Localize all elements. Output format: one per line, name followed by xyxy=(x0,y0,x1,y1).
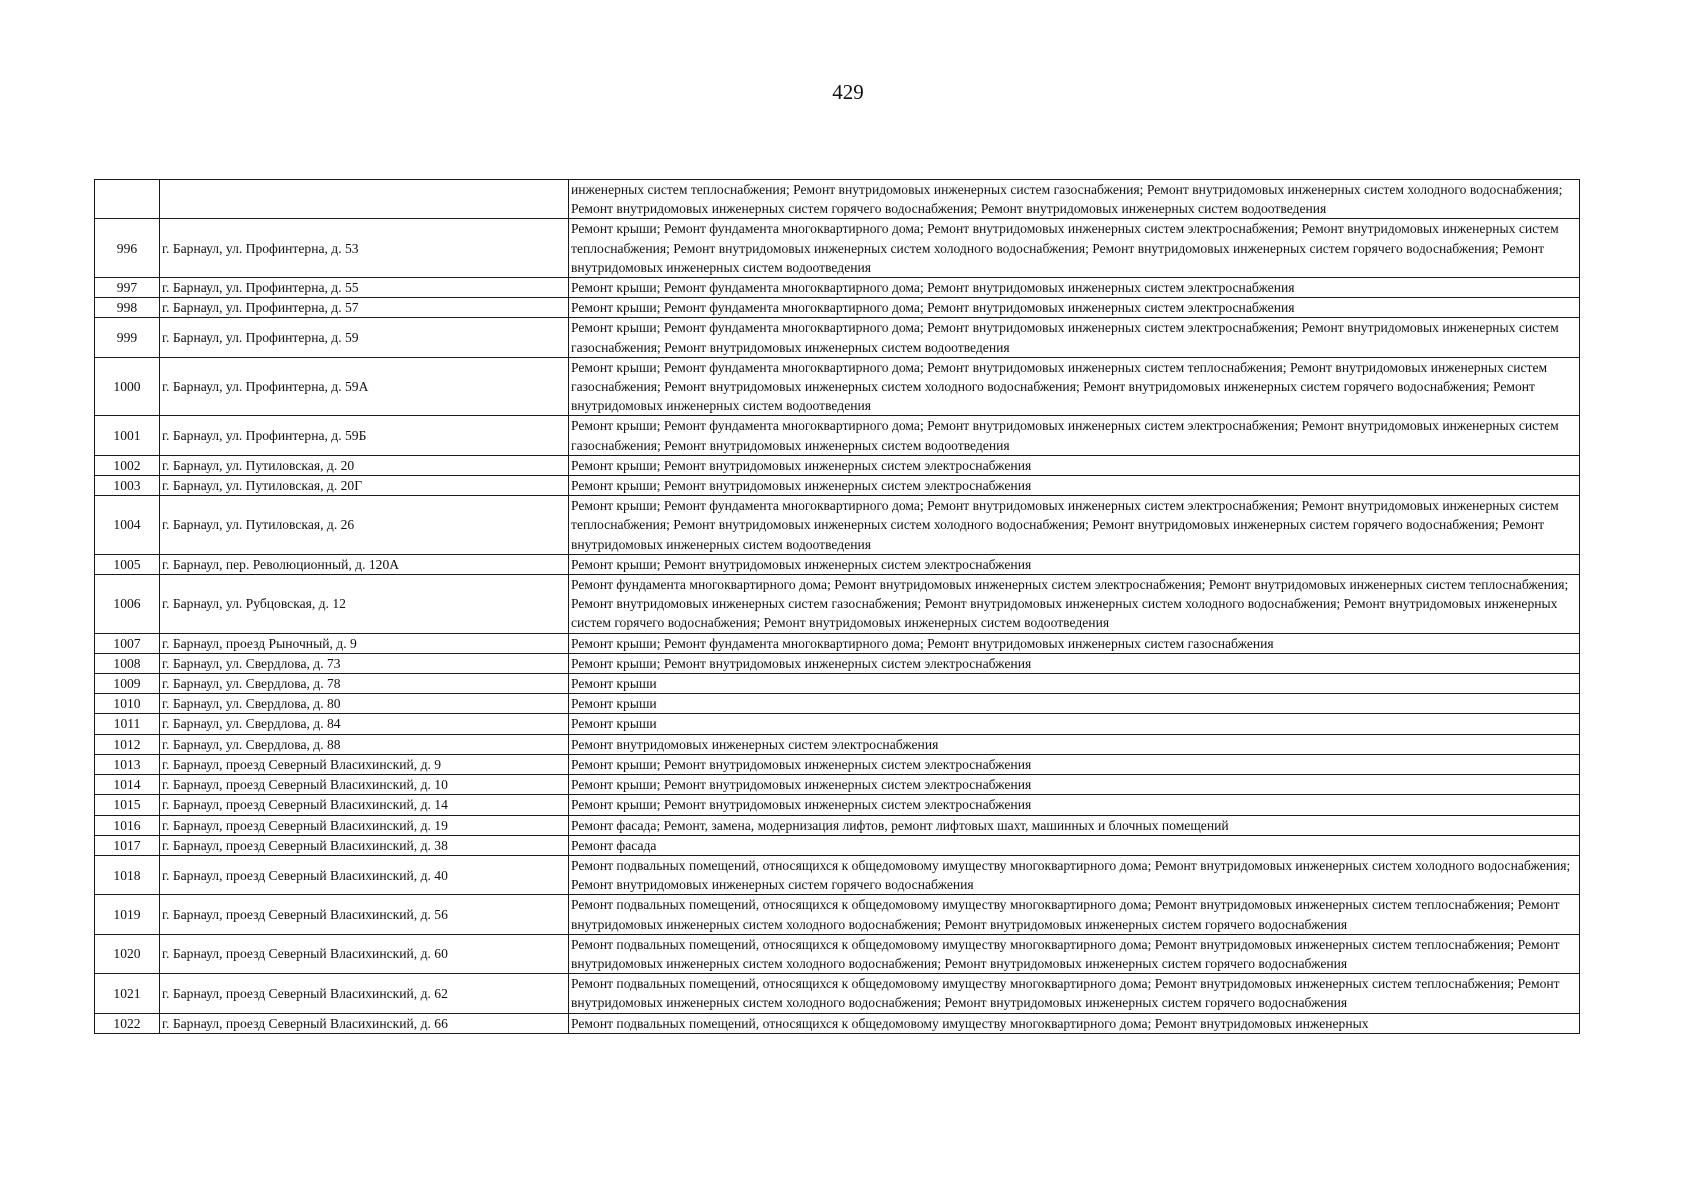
works-cell: Ремонт крыши xyxy=(569,674,1580,694)
row-number-cell: 1005 xyxy=(95,554,160,574)
table-row xyxy=(95,633,1580,653)
table-row xyxy=(95,476,1580,496)
works-cell: Ремонт крыши; Ремонт внутридомовых инженерных систем электроснабжения xyxy=(569,775,1580,795)
address-cell: г. Барнаул, ул. Профинтерна, д. 59А xyxy=(160,357,569,416)
address-cell: г. Барнаул, ул. Свердлова, д. 84 xyxy=(160,714,569,734)
row-number-cell: 1012 xyxy=(95,734,160,754)
row-number-cell: 1009 xyxy=(95,674,160,694)
table-row xyxy=(95,496,1580,555)
address-cell: г. Барнаул, ул. Путиловская, д. 20 xyxy=(160,455,569,475)
address-cell: г. Барнаул, ул. Профинтерна, д. 53 xyxy=(160,219,569,278)
row-number-cell: 997 xyxy=(95,278,160,298)
works-cell: Ремонт крыши; Ремонт внутридомовых инженерных систем электроснабжения xyxy=(569,455,1580,475)
address-cell: г. Барнаул, проезд Северный Власихинский, д. 10 xyxy=(160,775,569,795)
page-number: 429 xyxy=(832,80,864,104)
works-cell: Ремонт крыши; Ремонт внутридомовых инженерных систем электроснабжения xyxy=(569,653,1580,673)
table-row xyxy=(95,455,1580,475)
address-cell: г. Барнаул, проезд Северный Власихинский, д. 19 xyxy=(160,815,569,835)
address-cell: г. Барнаул, ул. Профинтерна, д. 57 xyxy=(160,298,569,318)
table-row xyxy=(95,815,1580,835)
address-cell: г. Барнаул, ул. Свердлова, д. 78 xyxy=(160,674,569,694)
works-cell: Ремонт крыши; Ремонт внутридомовых инженерных систем электроснабжения xyxy=(569,754,1580,774)
row-number-cell: 1000 xyxy=(95,357,160,416)
table-row xyxy=(95,714,1580,734)
row-number-cell: 1001 xyxy=(95,416,160,455)
address-cell: г. Барнаул, ул. Путиловская, д. 20Г xyxy=(160,476,569,496)
table-row xyxy=(95,974,1580,1013)
table-row xyxy=(95,734,1580,754)
repair-registry-table xyxy=(94,179,1580,1034)
works-cell: Ремонт крыши; Ремонт внутридомовых инженерных систем электроснабжения xyxy=(569,476,1580,496)
table-row xyxy=(95,180,1580,219)
table-row xyxy=(95,416,1580,455)
table-row xyxy=(95,278,1580,298)
row-number-cell: 1019 xyxy=(95,895,160,934)
table-row xyxy=(95,318,1580,357)
table-row xyxy=(95,934,1580,973)
table-row xyxy=(95,219,1580,278)
address-cell: г. Барнаул, проезд Северный Власихинский, д. 38 xyxy=(160,835,569,855)
row-number-cell: 996 xyxy=(95,219,160,278)
works-cell: Ремонт крыши; Ремонт фундамента многоквартирного дома; Ремонт внутридомовых инженерных систем электроснабжения; Ремонт внутридомовых инженерных систем теплоснабжения; Ремонт внутридомовых инженерных систем холодного водоснабжения; Ремонт внутридомовых инженерных систем горячего водоснабжения; Ремонт внутридомовых инженерных систем водоотведения xyxy=(569,496,1580,555)
row-number-cell: 1010 xyxy=(95,694,160,714)
works-cell: Ремонт подвальных помещений, относящихся к общедомовому имуществу многоквартирного дома; Ремонт внутридомовых инженерных систем теплоснабжения; Ремонт внутридомовых инженерных систем холодного водоснабжения; Ремонт внутридомовых инженерных систем горячего водоснабжения xyxy=(569,934,1580,973)
address-cell: г. Барнаул, ул. Свердлова, д. 73 xyxy=(160,653,569,673)
table-row xyxy=(95,674,1580,694)
works-cell: Ремонт фасада xyxy=(569,835,1580,855)
address-cell: г. Барнаул, ул. Рубцовская, д. 12 xyxy=(160,575,569,634)
table-row xyxy=(95,554,1580,574)
row-number-cell: 1018 xyxy=(95,855,160,894)
works-cell: Ремонт подвальных помещений, относящихся к общедомовому имуществу многоквартирного дома; Ремонт внутридомовых инженерных систем теплоснабжения; Ремонт внутридомовых инженерных систем холодного водоснабжения; Ремонт внутридомовых инженерных систем горячего водоснабжения xyxy=(569,974,1580,1013)
table-row xyxy=(95,795,1580,815)
works-cell: Ремонт крыши; Ремонт фундамента многоквартирного дома; Ремонт внутридомовых инженерных систем электроснабжения; Ремонт внутридомовых инженерных систем газоснабжения; Ремонт внутридомовых инженерных систем водоотведения xyxy=(569,318,1580,357)
address-cell xyxy=(160,180,569,219)
row-number-cell: 999 xyxy=(95,318,160,357)
works-cell: инженерных систем теплоснабжения; Ремонт внутридомовых инженерных систем газоснабжения; Ремонт внутридомовых инженерных систем холодного водоснабжения; Ремонт внутридомовых инженерных систем горячего водоснабжения; Ремонт внутридомовых инженерных систем водоотведения xyxy=(569,180,1580,219)
works-cell: Ремонт подвальных помещений, относящихся к общедомовому имуществу многоквартирного дома; Ремонт внутридомовых инженерных систем теплоснабжения; Ремонт внутридомовых инженерных систем холодного водоснабжения; Ремонт внутридомовых инженерных систем горячего водоснабжения xyxy=(569,895,1580,934)
row-number-cell: 1021 xyxy=(95,974,160,1013)
address-cell: г. Барнаул, ул. Профинтерна, д. 55 xyxy=(160,278,569,298)
table-row xyxy=(95,694,1580,714)
table-body xyxy=(95,180,1580,1034)
works-cell: Ремонт крыши; Ремонт внутридомовых инженерных систем электроснабжения xyxy=(569,795,1580,815)
row-number-cell xyxy=(95,180,160,219)
works-cell: Ремонт крыши; Ремонт фундамента многоквартирного дома; Ремонт внутридомовых инженерных систем электроснабжения; Ремонт внутридомовых инженерных систем теплоснабжения; Ремонт внутридомовых инженерных систем холодного водоснабжения; Ремонт внутридомовых инженерных систем горячего водоснабжения; Ремонт внутридомовых инженерных систем водоотведения xyxy=(569,219,1580,278)
address-cell: г. Барнаул, проезд Северный Власихинский, д. 40 xyxy=(160,855,569,894)
address-cell: г. Барнаул, ул. Профинтерна, д. 59Б xyxy=(160,416,569,455)
works-cell: Ремонт крыши; Ремонт фундамента многоквартирного дома; Ремонт внутридомовых инженерных систем электроснабжения xyxy=(569,298,1580,318)
works-cell: Ремонт крыши; Ремонт фундамента многоквартирного дома; Ремонт внутридомовых инженерных систем электроснабжения; Ремонт внутридомовых инженерных систем газоснабжения; Ремонт внутридомовых инженерных систем водоотведения xyxy=(569,416,1580,455)
works-cell: Ремонт внутридомовых инженерных систем электроснабжения xyxy=(569,734,1580,754)
works-cell: Ремонт фундамента многоквартирного дома; Ремонт внутридомовых инженерных систем электроснабжения; Ремонт внутридомовых инженерных систем теплоснабжения; Ремонт внутридомовых инженерных систем газоснабжения; Ремонт внутридомовых инженерных систем холодного водоснабжения; Ремонт внутридомовых инженерных систем горячего водоснабжения; Ремонт внутридомовых инженерных систем водоотведения xyxy=(569,575,1580,634)
address-cell: г. Барнаул, ул. Свердлова, д. 80 xyxy=(160,694,569,714)
works-cell: Ремонт крыши; Ремонт фундамента многоквартирного дома; Ремонт внутридомовых инженерных систем теплоснабжения; Ремонт внутридомовых инженерных систем газоснабжения; Ремонт внутридомовых инженерных систем холодного водоснабжения; Ремонт внутридомовых инженерных систем горячего водоснабжения; Ремонт внутридомовых инженерных систем водоотведения xyxy=(569,357,1580,416)
row-number-cell: 1017 xyxy=(95,835,160,855)
address-cell: г. Барнаул, проезд Северный Власихинский, д. 9 xyxy=(160,754,569,774)
table-row xyxy=(95,754,1580,774)
address-cell: г. Барнаул, пер. Революционный, д. 120А xyxy=(160,554,569,574)
address-cell: г. Барнаул, ул. Свердлова, д. 88 xyxy=(160,734,569,754)
row-number-cell: 1008 xyxy=(95,653,160,673)
works-cell: Ремонт крыши xyxy=(569,714,1580,734)
table-row xyxy=(95,298,1580,318)
works-cell: Ремонт крыши; Ремонт фундамента многоквартирного дома; Ремонт внутридомовых инженерных систем газоснабжения xyxy=(569,633,1580,653)
table-row xyxy=(95,835,1580,855)
row-number-cell: 998 xyxy=(95,298,160,318)
table-row xyxy=(95,653,1580,673)
row-number-cell: 1004 xyxy=(95,496,160,555)
row-number-cell: 1020 xyxy=(95,934,160,973)
table-row xyxy=(95,1013,1580,1033)
row-number-cell: 1007 xyxy=(95,633,160,653)
address-cell: г. Барнаул, проезд Северный Власихинский, д. 60 xyxy=(160,934,569,973)
works-cell: Ремонт крыши; Ремонт внутридомовых инженерных систем электроснабжения xyxy=(569,554,1580,574)
works-cell: Ремонт крыши xyxy=(569,694,1580,714)
row-number-cell: 1016 xyxy=(95,815,160,835)
works-cell: Ремонт подвальных помещений, относящихся к общедомовому имуществу многоквартирного дома; Ремонт внутридомовых инженерных xyxy=(569,1013,1580,1033)
address-cell: г. Барнаул, ул. Профинтерна, д. 59 xyxy=(160,318,569,357)
address-cell: г. Барнаул, проезд Северный Власихинский, д. 66 xyxy=(160,1013,569,1033)
row-number-cell: 1015 xyxy=(95,795,160,815)
row-number-cell: 1013 xyxy=(95,754,160,774)
row-number-cell: 1002 xyxy=(95,455,160,475)
address-cell: г. Барнаул, ул. Путиловская, д. 26 xyxy=(160,496,569,555)
works-cell: Ремонт фасада; Ремонт, замена, модернизация лифтов, ремонт лифтовых шахт, машинных и блочных помещений xyxy=(569,815,1580,835)
table-row xyxy=(95,855,1580,894)
table-row xyxy=(95,895,1580,934)
works-cell: Ремонт крыши; Ремонт фундамента многоквартирного дома; Ремонт внутридомовых инженерных систем электроснабжения xyxy=(569,278,1580,298)
address-cell: г. Барнаул, проезд Рыночный, д. 9 xyxy=(160,633,569,653)
works-cell: Ремонт подвальных помещений, относящихся к общедомовому имуществу многоквартирного дома; Ремонт внутридомовых инженерных систем холодного водоснабжения; Ремонт внутридомовых инженерных систем горячего водоснабжения xyxy=(569,855,1580,894)
table-row xyxy=(95,775,1580,795)
row-number-cell: 1003 xyxy=(95,476,160,496)
table-row xyxy=(95,575,1580,634)
table-row xyxy=(95,357,1580,416)
row-number-cell: 1006 xyxy=(95,575,160,634)
row-number-cell: 1014 xyxy=(95,775,160,795)
address-cell: г. Барнаул, проезд Северный Власихинский, д. 56 xyxy=(160,895,569,934)
address-cell: г. Барнаул, проезд Северный Власихинский, д. 14 xyxy=(160,795,569,815)
row-number-cell: 1022 xyxy=(95,1013,160,1033)
address-cell: г. Барнаул, проезд Северный Власихинский, д. 62 xyxy=(160,974,569,1013)
row-number-cell: 1011 xyxy=(95,714,160,734)
